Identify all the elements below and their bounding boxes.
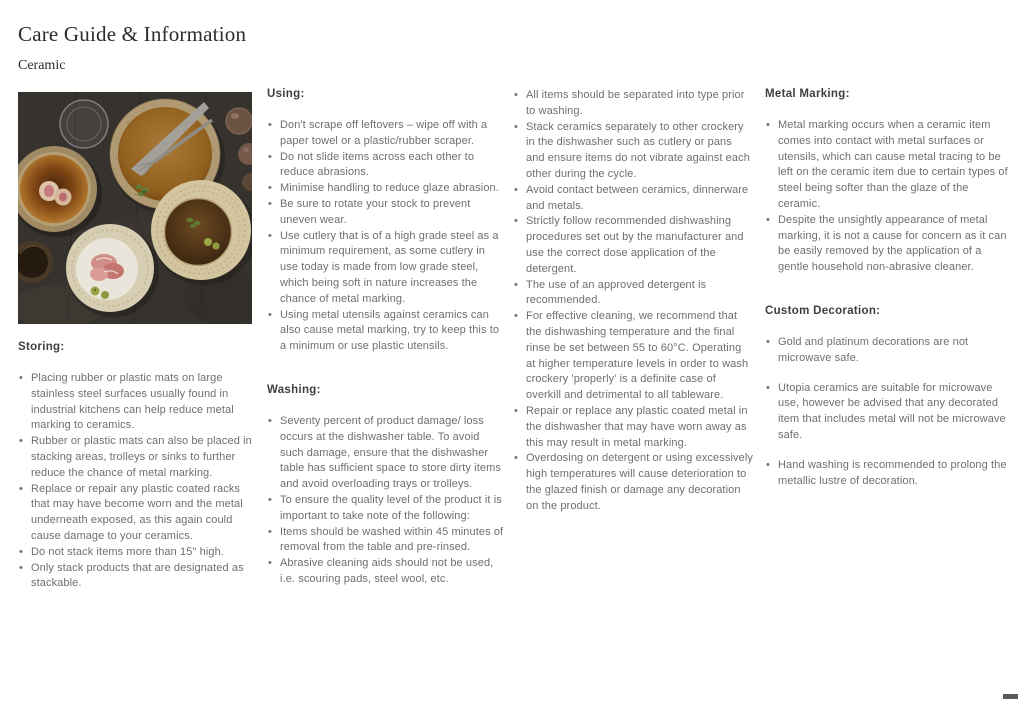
bullet-item: • Stack ceramics separately to other crockery in the dishwasher such as cutlery or pans and ensure items do not vibrate against each other during the cycle. — [513, 120, 753, 183]
bullet-item: • Do not stack items more than 15" high. — [18, 545, 252, 561]
section-washing-continued — [513, 88, 753, 515]
bullet-item: • Be sure to rotate your stock to prevent uneven wear. — [267, 197, 504, 229]
column-using-washing — [267, 88, 504, 588]
bullet-item: • Avoid contact between ceramics, dinnerware and metals. — [513, 183, 753, 215]
section-metal-marking — [765, 88, 1014, 276]
storing-list — [18, 371, 252, 592]
metal-marking-heading: Metal Marking: — [765, 88, 850, 100]
washing-list — [267, 414, 504, 588]
bullet-item: • Seventy percent of product damage/ loss occurs at the dishwasher table. To avoid such damage, ensure that the dishwasher table has sufficient space to store dirty items and avoid overloading trays or trolleys. — [267, 414, 504, 493]
column-left — [18, 92, 252, 592]
bullet-item: • All items should be separated into type prior to washing. — [513, 88, 753, 120]
metal-marking-list — [765, 118, 1014, 276]
bullet-item: • Hand washing is recommended to prolong the metallic lustre of decoration. — [765, 458, 1014, 490]
bullet-item: • Abrasive cleaning aids should not be used, i.e. scouring pads, steel wool, etc. — [267, 556, 504, 588]
tableware-photo — [18, 92, 252, 324]
page-title: Care Guide & Information — [18, 22, 247, 46]
bullet-item: • Repair or replace any plastic coated metal in the dishwasher that may have worn away as this may result in metal marking. — [513, 404, 753, 451]
bullet-item: • Despite the unsightly appearance of metal marking, it is not a cause for concern as it can be easily removed by the application of a gentle household non-abrasive cleaner. — [765, 213, 1014, 276]
bullet-item: • Don't scrape off leftovers – wipe off with a paper towel or a plastic/rubber scraper. — [267, 118, 504, 150]
column-washing-continued — [513, 88, 753, 515]
bullet-item: • Do not slide items across each other to reduce abrasions. — [267, 150, 504, 182]
bullet-item: • To ensure the quality level of the product it is important to take note of the following: — [267, 493, 504, 525]
storing-heading: Storing: — [18, 341, 65, 353]
washing-continued-list — [513, 88, 753, 515]
bullet-item: • Strictly follow recommended dishwashing procedures set out by the manufacturer and use the correct dose application of the detergent. — [513, 214, 753, 277]
bullet-item: • Only stack products that are designated as stackable. — [18, 561, 252, 593]
bullet-item: • The use of an approved detergent is recommended. — [513, 278, 753, 310]
custom-decoration-heading: Custom Decoration: — [765, 304, 881, 317]
bullet-item: • Use cutlery that is of a high grade steel as a minimum requirement, as some cutlery in use today is made from low grade steel, which being soft in nature increases the chance of metal marking. — [267, 229, 504, 308]
section-using — [267, 88, 504, 355]
bullet-item: • Minimise handling to reduce glaze abrasion. — [267, 181, 504, 197]
bullet-item: • Rubber or plastic mats can also be placed in stacking areas, trolleys or sinks to further reduce the chance of metal marking. — [18, 434, 252, 481]
bullet-item: • Gold and platinum decorations are not microwave safe. — [765, 335, 1014, 367]
bullet-item: • Overdosing on detergent or using excessively high temperatures will cause deterioration to the glazed finish or damage any decoration on the product. — [513, 451, 753, 514]
bullet-item: • Items should be washed within 45 minutes of removal from the table and pre-rinsed. — [267, 525, 504, 557]
custom-decoration-list — [765, 335, 1014, 489]
page-subtitle: Ceramic — [18, 58, 66, 73]
tableware-photo-illustration — [18, 92, 252, 324]
bullet-item: • Metal marking occurs when a ceramic item comes into contact with metal surfaces or utensils, which can cause metal tracing to be left on the ceramic item due to certain types of steel being softer than the glaze of the ceramic. — [765, 118, 1014, 213]
using-list — [267, 118, 504, 355]
bullet-item: • Placing rubber or plastic mats on large stainless steel surfaces usually found in industrial kitchens can help reduce metal marking to ceramics. — [18, 371, 252, 434]
bullet-item: • Utopia ceramics are suitable for microwave use, however be advised that any decorated item that includes metal will not be microwave safe. — [765, 381, 1014, 444]
section-storing — [18, 341, 252, 592]
section-washing — [267, 384, 504, 588]
washing-heading: Washing: — [267, 383, 321, 396]
bullet-item: • Using metal utensils against ceramics can also cause metal marking, try to keep this to a minimum or use plastic utensils. — [267, 308, 504, 355]
using-heading: Using: — [267, 88, 305, 100]
section-custom-decoration — [765, 305, 1014, 489]
column-right — [765, 88, 1014, 503]
bullet-item: • For effective cleaning, we recommend that the dishwashing temperature and the final rinse be set between 55 to 60°C. Operating at higher temperature levels in order to wash crockery 'properly' is a definite case of overkill and detrimental to all tableware. — [513, 309, 753, 404]
page-number-clipped-mark — [1003, 694, 1018, 699]
bullet-item: • Replace or repair any plastic coated racks that may have become worn and the metal underneath exposed, as this again could cause damage to your ceramics. — [18, 482, 252, 545]
